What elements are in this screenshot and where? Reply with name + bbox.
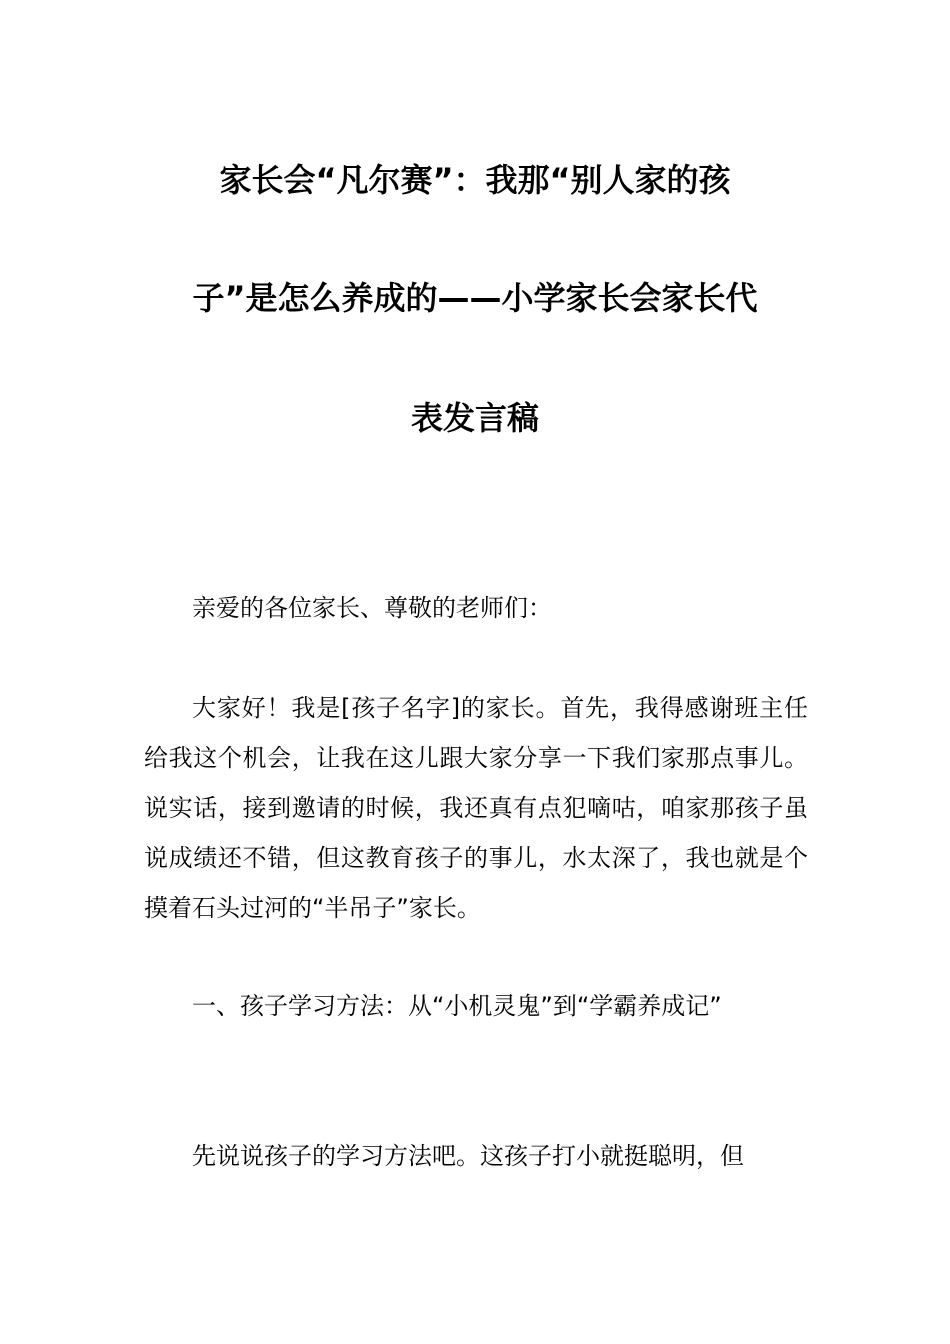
intro-paragraph: 大家好！我是[孩子名字]的家长。首先，我得感谢班主任给我这个机会，让我在这儿跟大家分享一下我们家那点事儿。说实话，接到邀请的时候，我还真有点犯嘀咕，咱家那孩子虽说成绩还不错，但这教育孩子的事儿，水太深了，我也就是个摸着石头过河的“半吊子”家长。 [144,694,808,922]
section-heading: 一、孩子学习方法：从“小机灵鬼”到“学霸养成记” [192,992,722,1020]
title-line-3: 表发言稿 [410,399,539,437]
section-body-paragraph: 先说说孩子的学习方法吧。这孩子打小就挺聪明，但 [192,1142,744,1170]
greeting-paragraph: 亲爱的各位家长、尊敬的老师们： [192,594,552,622]
title-line-2: 子”是怎么养成的——小学家长会家长代 [192,279,758,317]
title-line-1: 家长会“凡尔赛”：我那“别人家的孩 [219,161,731,199]
